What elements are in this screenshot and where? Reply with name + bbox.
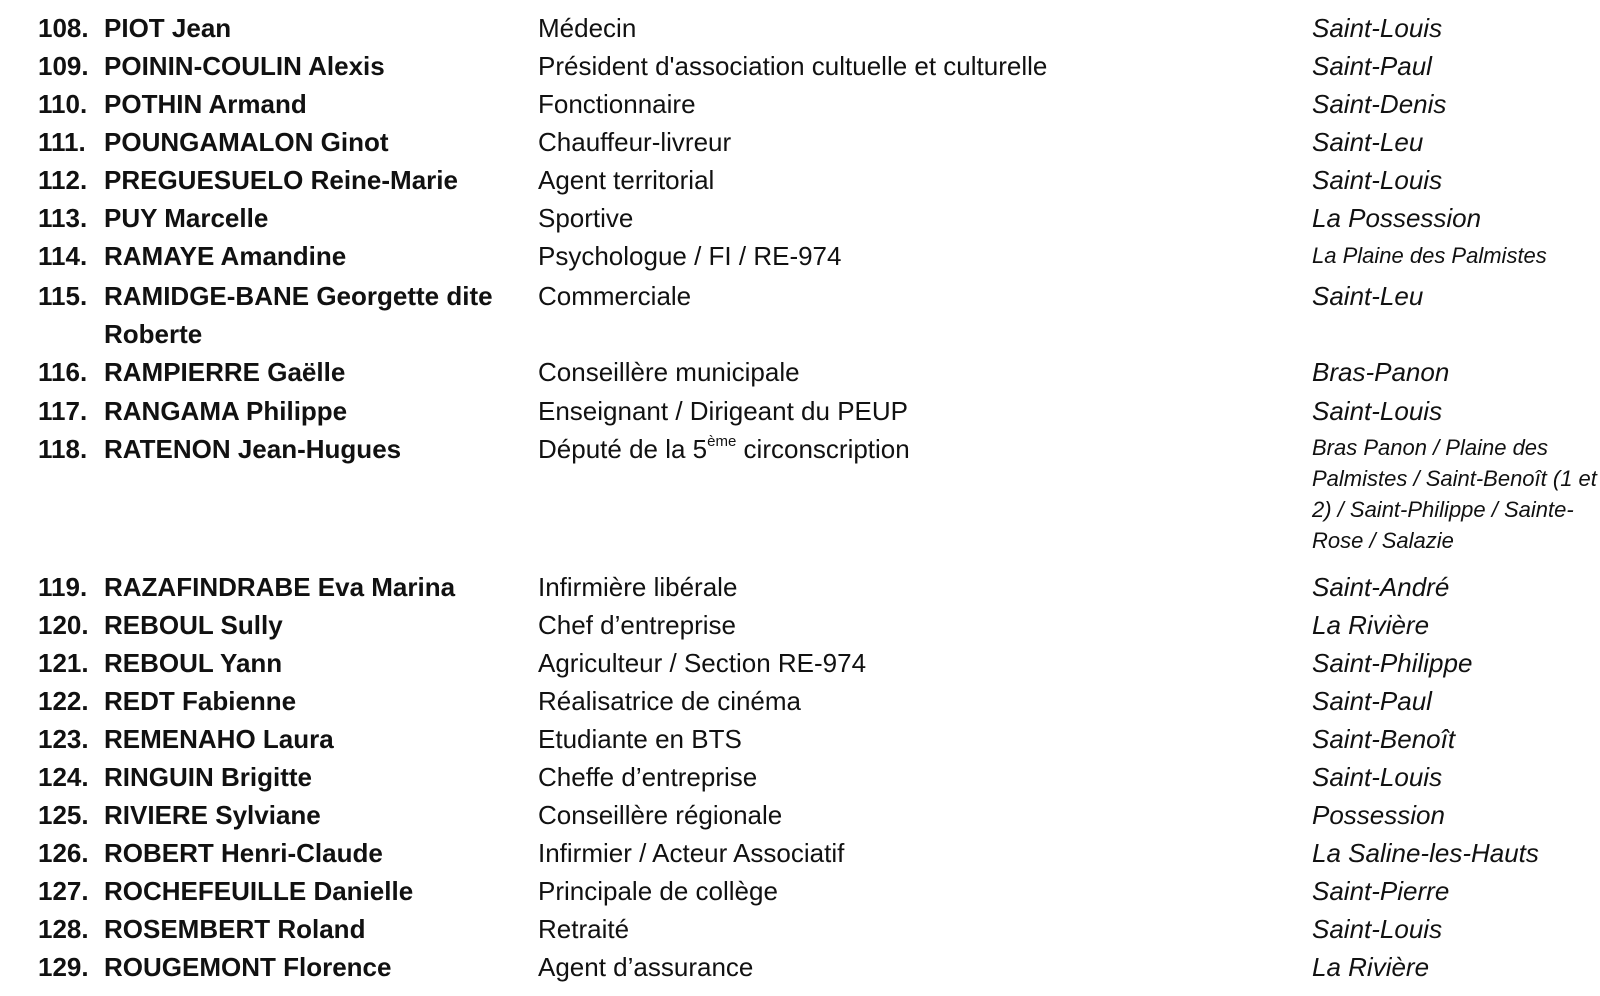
list-item <box>0 872 1600 910</box>
entry-role-prefix: Député de la 5 <box>538 434 708 464</box>
entry-number: 129. <box>38 952 89 982</box>
list-item <box>0 758 1600 796</box>
entry-number: 123. <box>38 724 89 754</box>
entry-role: Agent d’assurance <box>538 952 754 982</box>
entry-number: 116. <box>38 357 88 387</box>
entry-name: REMENAHO Laura <box>104 724 334 754</box>
entry-number: 122. <box>38 686 89 716</box>
entry-name: ROUGEMONT Florence <box>104 952 392 982</box>
list-item <box>0 796 1600 834</box>
list-item <box>0 392 1600 430</box>
entry-name: PREGUESUELO Reine-Marie <box>104 165 458 195</box>
entry-name: ROSEMBERT Roland <box>104 914 366 944</box>
entry-name: REBOUL Sully <box>104 610 283 640</box>
entry-role: Psychologue / FI / RE-974 <box>538 241 842 271</box>
entry-number: 128. <box>38 914 89 944</box>
entry-name: REDT Fabienne <box>104 686 297 716</box>
entry-number: 121. <box>38 648 89 678</box>
entry-city: Saint-Denis <box>1312 89 1447 119</box>
entry-city: La Rivière <box>1312 952 1430 982</box>
entry-role: Chef d’entreprise <box>538 610 736 640</box>
entry-role: Retraité <box>538 914 630 944</box>
entry-name: PUY Marcelle <box>104 203 269 233</box>
entry-name: RATENON Jean-Hugues <box>104 434 402 464</box>
entry-role <box>538 430 1278 468</box>
entry-role-superscript: ème <box>707 433 737 451</box>
entry-role: Infirmier / Acteur Associatif <box>538 838 845 868</box>
entry-role: Cheffe d’entreprise <box>538 762 758 792</box>
entry-number: 112. <box>38 165 88 195</box>
entry-city: La Plaine des Palmistes <box>1312 243 1547 268</box>
list-item <box>0 644 1600 682</box>
entry-name: RAMPIERRE Gaëlle <box>104 357 346 387</box>
entry-number: 110. <box>38 89 88 119</box>
entry-role: Réalisatrice de cinéma <box>538 686 802 716</box>
entry-number: 109. <box>38 51 89 81</box>
entry-city: Saint-Pierre <box>1312 876 1450 906</box>
list-item <box>0 277 1600 353</box>
list-item <box>0 353 1600 391</box>
entry-city: Saint-Leu <box>1312 281 1424 311</box>
entry-number: 120. <box>38 610 89 640</box>
entry-name: RAMIDGE-BANE Georgette dite Roberte <box>104 281 493 349</box>
entry-city: La Rivière <box>1312 610 1430 640</box>
list-item <box>0 682 1600 720</box>
entry-number: 124. <box>38 762 89 792</box>
entry-city: Saint-André <box>1312 572 1450 602</box>
entry-city: Saint-Philippe <box>1312 648 1473 678</box>
list-item <box>0 47 1600 85</box>
entry-city: Saint-Louis <box>1312 762 1443 792</box>
entry-city: Saint-Leu <box>1312 127 1424 157</box>
entry-name: POININ-COULIN Alexis <box>104 51 385 81</box>
entry-number: 126. <box>38 838 89 868</box>
entry-city: Saint-Louis <box>1312 165 1443 195</box>
entry-role: Infirmière libérale <box>538 572 738 602</box>
entry-number: 127. <box>38 876 89 906</box>
list-item <box>0 606 1600 644</box>
entry-role: Chauffeur-livreur <box>538 127 732 157</box>
list-item <box>0 237 1600 275</box>
list-item <box>0 910 1600 948</box>
entry-name: ROBERT Henri-Claude <box>104 838 383 868</box>
list-item <box>0 834 1600 872</box>
entry-role: Principale de collège <box>538 876 778 906</box>
entry-city: Saint-Louis <box>1312 914 1443 944</box>
entry-city: Saint-Louis <box>1312 396 1443 426</box>
entry-city: Bras-Panon <box>1312 357 1450 387</box>
entry-role: Agriculteur / Section RE-974 <box>538 648 867 678</box>
entry-name: RIVIERE Sylviane <box>104 800 321 830</box>
entry-role: Conseillère municipale <box>538 357 800 387</box>
list-item <box>0 9 1600 47</box>
entry-city: La Saline-les-Hauts <box>1312 838 1539 868</box>
entry-number: 108. <box>38 13 89 43</box>
entry-role: Sportive <box>538 203 634 233</box>
entry-number: 114. <box>38 241 88 271</box>
entry-role: Conseillère régionale <box>538 800 783 830</box>
entry-city: Saint-Paul <box>1312 686 1432 716</box>
entry-city: Saint-Paul <box>1312 51 1432 81</box>
entry-city: Possession <box>1312 800 1445 830</box>
entry-city: Saint-Louis <box>1312 13 1443 43</box>
list-item <box>0 161 1600 199</box>
entry-role: Fonctionnaire <box>538 89 696 119</box>
entry-number: 115. <box>38 281 88 311</box>
entry-name: REBOUL Yann <box>104 648 283 678</box>
entry-name: RANGAMA Philippe <box>104 396 348 426</box>
entry-role-suffix: circonscription <box>736 434 910 464</box>
entry-name: POUNGAMALON Ginot <box>104 127 389 157</box>
list-item <box>0 720 1600 758</box>
entry-number: 118. <box>38 434 88 464</box>
entry-name: RAZAFINDRABE Eva Marina <box>104 572 456 602</box>
entry-role: Médecin <box>538 13 637 43</box>
entry-name: POTHIN Armand <box>104 89 307 119</box>
list-item <box>0 948 1600 986</box>
entry-name: RAMAYE Amandine <box>104 241 347 271</box>
list-item <box>0 123 1600 161</box>
entry-name: ROCHEFEUILLE Danielle <box>104 876 414 906</box>
list-item <box>0 568 1600 606</box>
entry-name: PIOT Jean <box>104 13 232 43</box>
entry-number: 113. <box>38 203 88 233</box>
entry-number: 117. <box>38 396 88 426</box>
entry-role: Etudiante en BTS <box>538 724 742 754</box>
entry-number: 111. <box>38 127 86 157</box>
entry-role: Enseignant / Dirigeant du PEUP <box>538 396 908 426</box>
entry-role: Président d'association cultuelle et culturelle <box>538 51 1048 81</box>
entry-city: Saint-Benoît <box>1312 724 1456 754</box>
entry-role: Agent territorial <box>538 165 715 195</box>
entry-name: RINGUIN Brigitte <box>104 762 312 792</box>
list-item <box>0 430 1600 560</box>
list-item <box>0 85 1600 123</box>
entry-number: 125. <box>38 800 89 830</box>
entry-number: 119. <box>38 572 88 602</box>
list-item <box>0 199 1600 237</box>
entry-city: Bras Panon / Plaine des Palmistes / Saint-Benoît (1 et 2) / Saint-Philippe / Sainte-Rose / Salazie <box>1312 435 1597 553</box>
entry-role: Commerciale <box>538 281 692 311</box>
entry-city: La Possession <box>1312 203 1482 233</box>
